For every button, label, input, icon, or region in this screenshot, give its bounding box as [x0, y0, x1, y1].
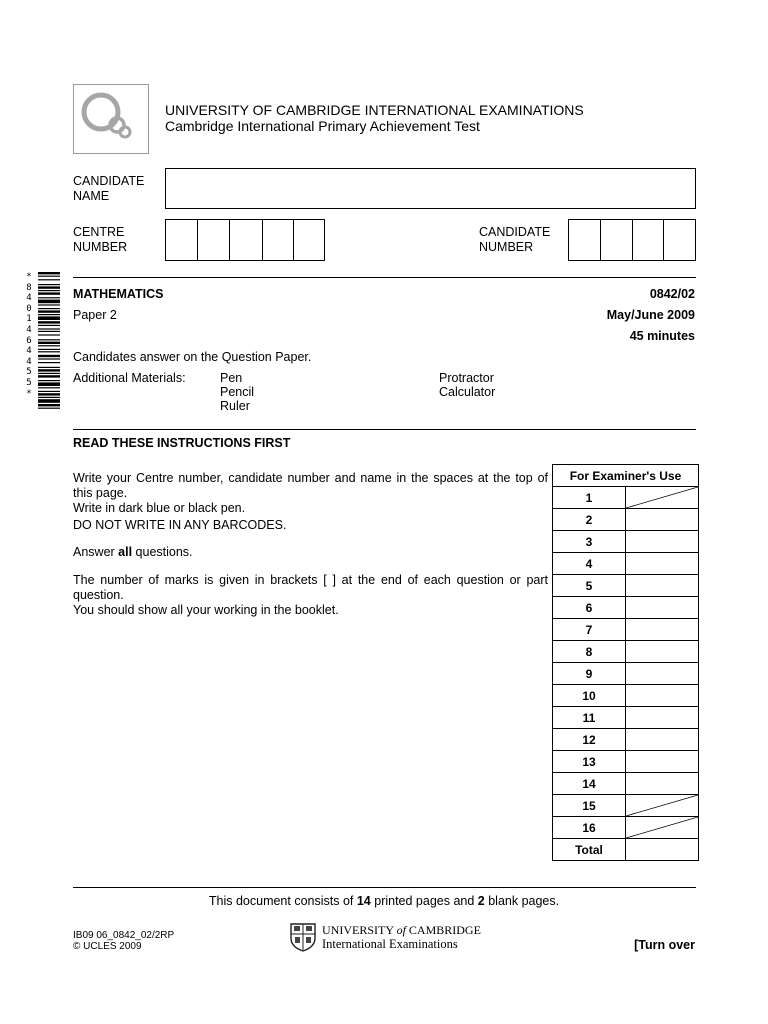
- reference-code: IB09 06_0842_02/2RP: [73, 930, 175, 941]
- candidate-name-field[interactable]: [165, 168, 696, 209]
- table-row: 11: [553, 707, 699, 729]
- subject: MATHEMATICS: [73, 287, 164, 301]
- candidate-number-label-1: CANDIDATE: [479, 225, 551, 239]
- table-row: Total: [553, 839, 699, 861]
- mark-cell[interactable]: [626, 685, 699, 707]
- turn-over: [Turn over: [634, 938, 695, 952]
- copyright: © UCLES 2009: [73, 941, 142, 952]
- paper-code: 0842/02: [649, 287, 695, 301]
- strike-icon: [626, 487, 698, 508]
- mark-cell[interactable]: [626, 597, 699, 619]
- table-row: 14: [553, 773, 699, 795]
- table-row: 6: [553, 597, 699, 619]
- mark-cell-struck: [626, 487, 699, 509]
- test-title: Cambridge International Primary Achievement Test: [165, 118, 480, 134]
- table-row: 7: [553, 619, 699, 641]
- table-row: 9: [553, 663, 699, 685]
- candidate-number-label-2: NUMBER: [479, 240, 534, 254]
- page-count: This document consists of 14 printed pages and 2 blank pages.: [208, 894, 560, 908]
- paper-number: Paper 2: [73, 308, 117, 322]
- centre-number-boxes[interactable]: [165, 219, 325, 261]
- table-row: 16: [553, 817, 699, 839]
- answer-note: Candidates answer on the Question Paper.: [73, 350, 312, 364]
- table-row: 10: [553, 685, 699, 707]
- mark-cell[interactable]: [626, 663, 699, 685]
- session: May/June 2009: [606, 308, 695, 322]
- table-row: 2: [553, 509, 699, 531]
- barcode-digits: * 8 4 0 1 4 6 4 4 5 5 *: [26, 272, 32, 399]
- org-title: UNIVERSITY OF CAMBRIDGE INTERNATIONAL EXAMINATIONS: [165, 102, 584, 118]
- materials-list-2: [439, 371, 495, 399]
- mark-cell[interactable]: [626, 751, 699, 773]
- mark-cell[interactable]: [626, 619, 699, 641]
- divider: [73, 277, 696, 278]
- instruction-answer: Answer all questions.: [73, 545, 193, 559]
- instruction-working: You should show all your working in the booklet.: [73, 603, 339, 617]
- candidate-name-label-1: CANDIDATE: [73, 174, 145, 188]
- strike-icon: [626, 817, 698, 838]
- instruction-marks: The number of marks is given in brackets [ ] at the end of each question or part question.: [73, 573, 548, 602]
- table-row: 1: [553, 487, 699, 509]
- cie-logo: [73, 84, 149, 154]
- material-item: Calculator: [439, 385, 496, 399]
- mark-cell-struck: [626, 817, 699, 839]
- instruction-line: DO NOT WRITE IN ANY BARCODES.: [73, 518, 287, 532]
- divider: [73, 887, 696, 888]
- examiner-table: [552, 464, 699, 861]
- instructions-heading: READ THESE INSTRUCTIONS FIRST: [73, 436, 291, 450]
- material-item: Pencil: [220, 385, 255, 399]
- duration: 45 minutes: [629, 329, 695, 343]
- instruction-line: Write your Centre number, candidate number and name in the spaces at the top of this page.: [73, 471, 548, 500]
- table-row: 13: [553, 751, 699, 773]
- cambridge-logo-line-1: UNIVERSITY of CAMBRIDGE: [322, 923, 481, 937]
- table-row: 15: [553, 795, 699, 817]
- mark-cell[interactable]: [626, 707, 699, 729]
- mark-cell[interactable]: [626, 531, 699, 553]
- materials-list-1: [220, 371, 254, 413]
- candidate-name-label-2: NAME: [73, 189, 110, 203]
- material-item: Protractor: [439, 371, 494, 385]
- materials-label: Additional Materials:: [73, 371, 186, 385]
- crest-icon: [289, 922, 317, 952]
- candidate-number-boxes[interactable]: [568, 219, 696, 261]
- table-row: 8: [553, 641, 699, 663]
- mark-cell-struck: [626, 795, 699, 817]
- divider: [73, 429, 696, 430]
- material-item: Pen: [220, 371, 243, 385]
- table-row: 3: [553, 531, 699, 553]
- mark-cell[interactable]: [626, 773, 699, 795]
- circles-logo-icon: [74, 85, 148, 153]
- table-row: 4: [553, 553, 699, 575]
- total-cell[interactable]: [626, 839, 699, 861]
- table-row: 12: [553, 729, 699, 751]
- barcode-icon: [38, 272, 60, 410]
- mark-cell[interactable]: [626, 509, 699, 531]
- mark-cell[interactable]: [626, 553, 699, 575]
- cambridge-shield: [289, 922, 317, 952]
- examiner-title: For Examiner's Use: [553, 465, 699, 487]
- centre-number-label-2: NUMBER: [73, 240, 128, 254]
- table-row: 5: [553, 575, 699, 597]
- centre-number-label-1: CENTRE: [73, 225, 125, 239]
- mark-cell[interactable]: [626, 729, 699, 751]
- instruction-line: Write in dark blue or black pen.: [73, 501, 246, 515]
- material-item: Ruler: [220, 399, 250, 413]
- mark-cell[interactable]: [626, 575, 699, 597]
- mark-cell[interactable]: [626, 641, 699, 663]
- strike-icon: [626, 795, 698, 816]
- cambridge-logo-line-2: International Examinations: [322, 937, 458, 951]
